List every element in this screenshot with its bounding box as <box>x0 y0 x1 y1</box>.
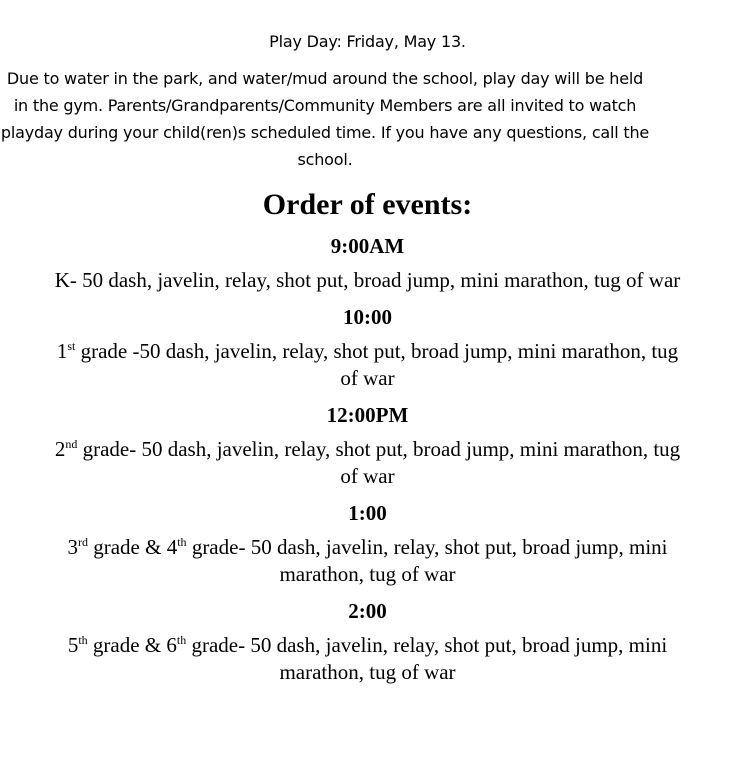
event-time: 1:00 <box>348 501 387 525</box>
play-day-date: Play Day: Friday, May 13. <box>269 32 466 51</box>
grade-suffix: st <box>67 339 76 353</box>
event-list: grade- 50 dash, javelin, relay, shot put, broad jump, mini marathon, tug of war <box>186 633 668 684</box>
event-list: grade- 50 dash, javelin, relay, shot put, broad jump, mini marathon, tug of war <box>186 535 668 586</box>
grade-label-second: 6 <box>166 633 177 657</box>
grade-suffix: nd <box>65 437 78 451</box>
grade-suffix-second: th <box>176 633 187 647</box>
weather-notice: Due to water in the park, and water/mud around the school, play day will be held in the gym. Parents/Grandparents/Community Members are all invited to watch playday during your child(ren)s scheduled time. If you have any questions, call the school. <box>0 69 650 169</box>
event-list: - 50 dash, javelin, relay, shot put, broad jump, mini marathon, tug of war <box>69 268 681 292</box>
event-time: 12:00PM <box>326 403 409 427</box>
grade-connector: grade & <box>87 633 167 657</box>
grade-label: 2 <box>54 437 66 461</box>
grade-connector: grade & <box>87 535 167 559</box>
grade-label: K <box>54 268 70 292</box>
event-description <box>48 632 688 686</box>
event-time: 10:00 <box>343 305 392 329</box>
event-description <box>48 534 688 588</box>
event-time: 2:00 <box>348 599 387 623</box>
grade-label: 3 <box>67 535 78 559</box>
event-time: 9:00AM <box>330 234 405 258</box>
grade-suffix: th <box>78 633 88 647</box>
grade-suffix: rd <box>77 535 88 549</box>
event-list: grade- 50 dash, javelin, relay, shot put, broad jump, mini marathon, tug of war <box>77 437 681 488</box>
grade-label: 1 <box>56 339 68 363</box>
grade-label: 5 <box>67 633 79 657</box>
event-description <box>48 338 688 392</box>
event-description <box>48 267 688 294</box>
event-list: grade -50 dash, javelin, relay, shot put, broad jump, mini marathon, tug of war <box>75 339 679 390</box>
order-of-events-heading: Order of events: <box>262 188 473 221</box>
grade-label-second: 4 <box>166 535 178 559</box>
event-description <box>48 436 688 490</box>
grade-suffix-second: th <box>177 535 187 549</box>
